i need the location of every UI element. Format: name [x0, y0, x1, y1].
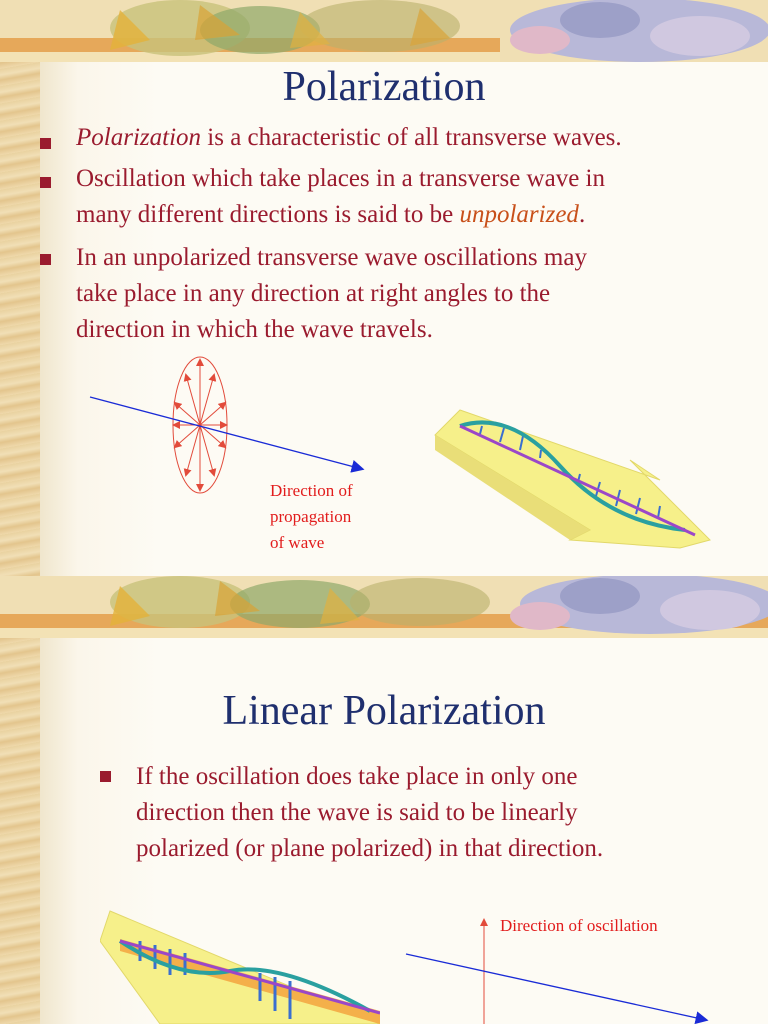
bullet-square — [40, 138, 51, 149]
bullet-1-text: is a characteristic of all transverse waves. — [201, 124, 622, 151]
bullet-3 — [76, 240, 587, 348]
em-polarization: Polarization — [76, 124, 202, 151]
oscillation-arrows — [174, 360, 226, 490]
bullet-1-line-1: If the oscillation does take place in only one — [136, 763, 578, 790]
bullet-square — [40, 177, 51, 188]
floral-banner — [0, 576, 768, 638]
bullet-3-line-3: direction in which the wave travels. — [76, 316, 433, 343]
slide-linear-polarization — [0, 576, 768, 1024]
floral-banner — [0, 0, 768, 62]
page-title: Linear Polarization — [222, 688, 546, 734]
linear-wave-illustration — [100, 901, 380, 1024]
bullet-1 — [76, 120, 622, 156]
bullet-1-line-2: direction then the wave is said to be linearly — [136, 799, 578, 826]
propagation-caption: Direction of propagation of wave — [270, 481, 353, 552]
parchment-border — [0, 576, 40, 1024]
bullet-3-line-1: In an unpolarized transverse wave oscillations may — [76, 244, 587, 271]
em-unpolarized: unpolarized — [459, 201, 579, 228]
bullet-square — [100, 771, 111, 782]
bullet-2-line-1: Oscillation which take places in a transverse wave in — [76, 165, 605, 192]
oscillation-caption: Direction of oscillation — [500, 916, 658, 935]
bullet-3-line-2: take place in any direction at right angles to the — [76, 280, 551, 307]
page-title: Polarization — [282, 64, 486, 110]
bullet-2-line-2: many different directions is said to be unpolarized. — [76, 201, 586, 228]
bullet-1 — [136, 759, 603, 867]
propagation-arrow — [406, 954, 706, 1020]
bullet-2 — [76, 161, 605, 233]
transverse-wave-illustration — [430, 390, 720, 560]
bullet-1-line-3: polarized (or plane polarized) in that direction. — [136, 835, 604, 862]
bullet-square — [40, 254, 51, 265]
